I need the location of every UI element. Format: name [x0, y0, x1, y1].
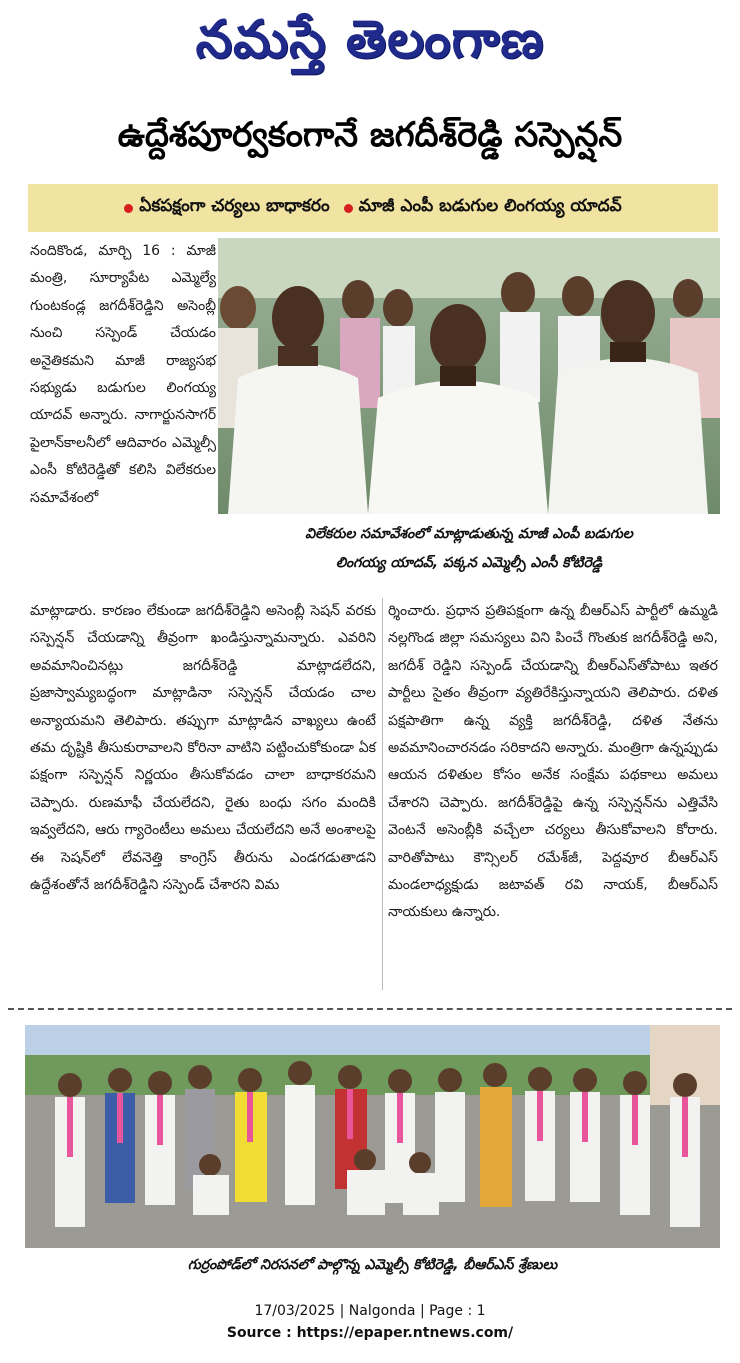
press-meet-photo-image: [218, 238, 720, 514]
page-footer: [0, 1300, 740, 1344]
subhead-text-1: ఏకపక్షంగా చర్యలు బాధాకరం: [139, 196, 330, 216]
footer-source-line: Source : https://epaper.ntnews.com/: [226, 1325, 514, 1341]
press-meet-photo: [218, 238, 720, 514]
headline-text: ఉద్దేశపూర్వకంగానే జగదీశ్‌రెడ్డి సస్పెన్షన్: [117, 115, 623, 155]
newspaper-masthead: [0, 4, 740, 76]
subhead-text-2: మాజీ ఎంపీ బడుగుల లింగయ్య యాదవ్: [358, 196, 622, 216]
article-headline: [0, 100, 740, 170]
column-divider: [382, 598, 383, 990]
subheadline-bar: [28, 184, 718, 232]
bullet-dot-icon: [124, 204, 133, 213]
protest-photo-caption: గుర్రంపోడ్‌లో నిరసనలో పాల్గొన్న ఎమ్మెల్సీ కోటిరెడ్డి, బీఆర్‌ఎస్ శ్రేణులు: [187, 1257, 558, 1273]
subhead-item-2: [344, 196, 622, 220]
caption-line-2: లింగయ్య యాదవ్, పక్కన ఎమ్మెల్సీ ఎంసీ కోటిరెడ్డి: [335, 555, 603, 571]
article-right-column: ర్శించారు. ప్రధాన ప్రతిపక్షంగా ఉన్న బీఆర్‌ఎస్ పార్టీలో ఉమ్మడి నల్లగొండ జిల్లా సమస్యలు విని పించే గొంతుక జగదీశ్‌రెడ్డి అని, జగదీశ్ రెడ్డిని సస్పెండ్ చేయడాన్ని బీఆర్‌ఎస్‌తోపాటు ఇతర పార్టీలు సైతం తీవ్రంగా వ్యతిరేకిస్తున్నాయని తెలిపారు. దళిత పక్షపాతిగా ఉన్న వ్యక్తి జగదీశ్‌రెడ్డి, దళిత నేతను అవమానించారనడం సరికాదని అన్నారు. మంత్రిగా ఉన్నప్పుడు ఆయన దళితుల కోసం అనేక సంక్షేమ పథకాలు అమలు చేశారని చెప్పారు. జగదీశ్‌రెడ్డిపై ఉన్న సస్పెన్షన్‌ను ఎత్తివేసి వెంటనే అసెంబ్లీకి వచ్చేలా చర్యలు తీసుకోవాలని కోరారు. వారితోపాటు కౌన్సిలర్ రమేశ్‌జీ, పెద్దవూర బీఆర్‌ఎస్ మండలాధ్యక్షుడు జటావత్ రవి నాయక్, బీఆర్‌ఎస్ నాయకులు ఉన్నారు.: [388, 603, 718, 921]
masthead-title: నమస్తే తెలంగాణ: [195, 10, 545, 70]
caption-line-1: విలేకరుల సమావేశంలో మాట్లాడుతున్న మాజీ ఎంపీ బడుగుల: [305, 526, 633, 542]
article-intro-column: నందికొండ, మార్చి 16 : మాజీ మంత్రి, సూర్యాపేట ఎమ్మెల్యే గుంటకండ్ల జగదీశ్‌రెడ్డిని అసెంబ్లీ నుంచి సస్పెండ్ చేయడం అనైతికమని మాజీ రాజ్యసభ సభ్యుడు బడుగుల లింగయ్య యాదవ్ అన్నారు. నాగార్జునసాగర్ పైలాన్‌కాలనీలో ఆదివారం ఎమ్మెల్సీ ఎంసీ కోటిరెడ్డితో కలిసి విలేకరుల సమావేశంలో: [30, 243, 216, 506]
footer-date-line: 17/03/2025 | Nalgonda | Page : 1: [254, 1303, 486, 1319]
subhead-item-1: [124, 196, 329, 220]
protest-photo-image: [25, 1025, 720, 1248]
article-left-column: మాట్లాడారు. కారణం లేకుండా జగదీశ్‌రెడ్డిని అసెంబ్లీ సెషన్ వరకు సస్పెన్షన్ చేయడాన్ని తీవ్రంగా ఖండిస్తున్నామన్నారు. ఎవరిని అవమానించినట్లు జగదీశ్‌రెడ్డి మాట్లాడలేదని, ప్రజాస్వామ్యబద్ధంగా మాట్లాడినా సస్పెన్షన్ చేయడం చాల అన్యాయమని తెలిపారు. తప్పుగా మాట్లాడిన వాఖ్యలు ఉంటే తమ దృష్టికి తీసుకురావాలని కోరినా వాటిని పట్టించుకోకుండా ఏక పక్షంగా సస్పెన్షన్ నిర్ణయం తీసుకోవడం చాలా బాధాకరమని చెప్పారు. రుణమాఫీ చేయలేదని, రైతు బంధు సగం మందికి ఇవ్వలేదని, ఆరు గ్యారెంటీలు అమలు చేయలేదని అనే అంశాలపై ఈ సెషన్‌లో లేవనెత్తి కాంగ్రెస్ తీరును ఎండగడుతాడని ఉద్దేశంతోనే జగదీశ్‌రెడ్డిని సస్పెండ్ చేశారని విమ: [30, 603, 376, 894]
protest-photo: [25, 1025, 720, 1248]
section-divider: [8, 1008, 732, 1010]
press-meet-photo-caption: [218, 520, 720, 582]
bullet-dot-icon: [344, 204, 353, 213]
